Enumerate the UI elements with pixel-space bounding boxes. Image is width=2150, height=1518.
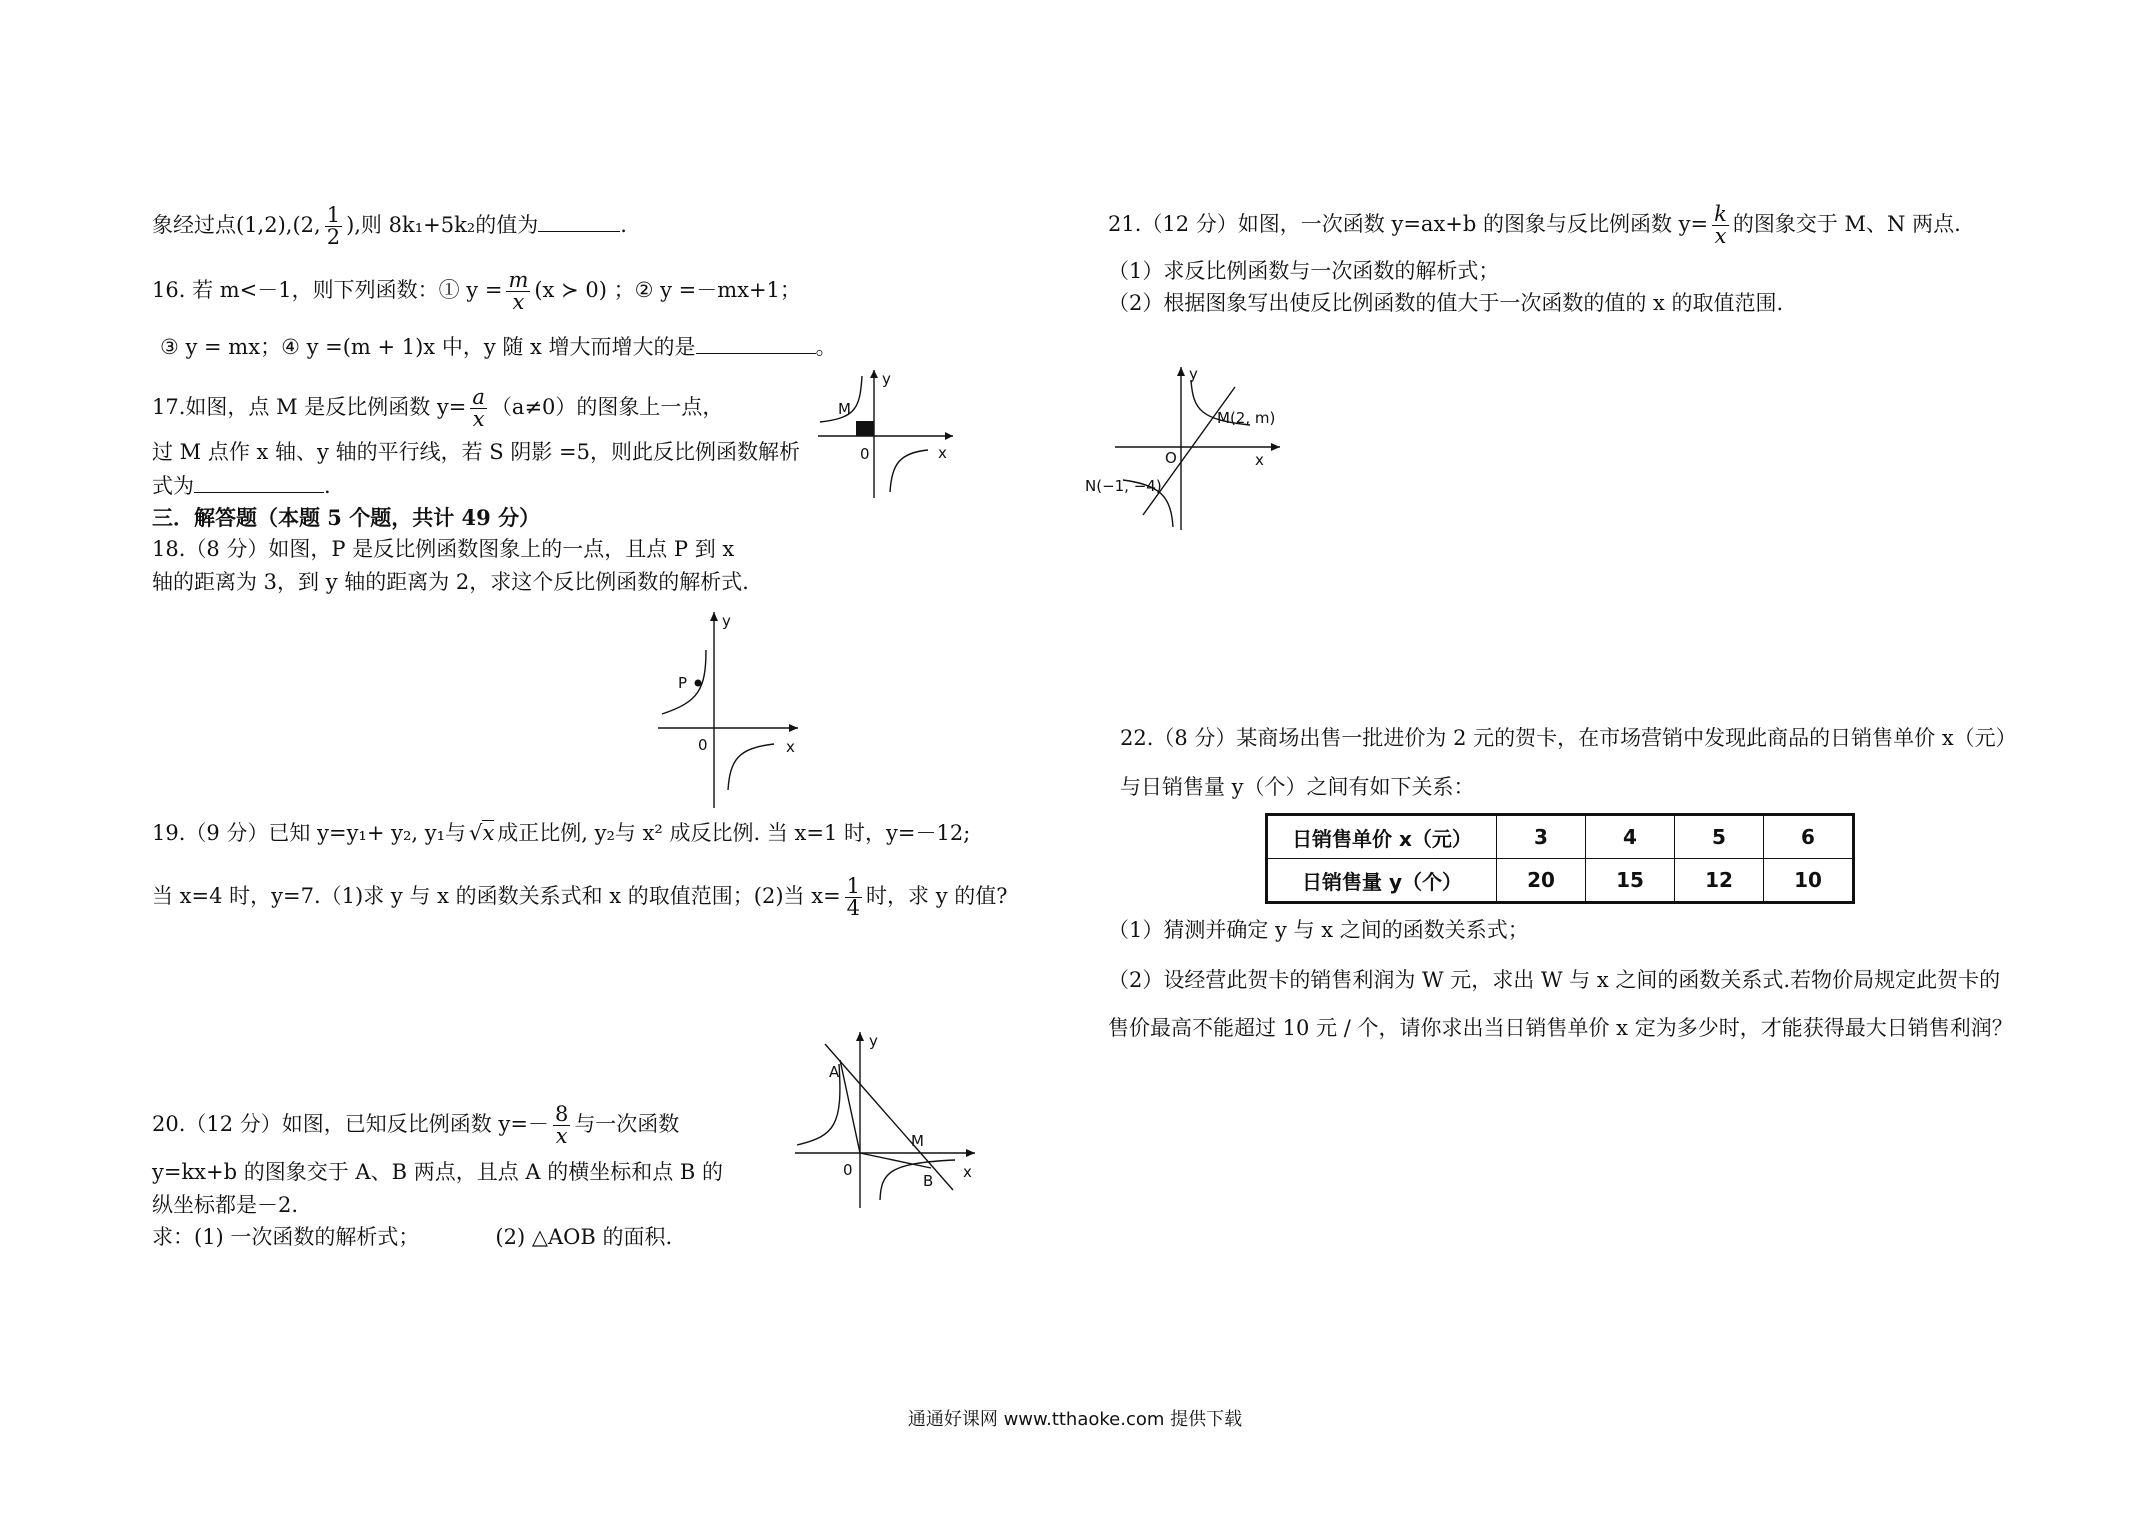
q22-part1: （1）猜测并确定 y 与 x 之间的函数关系式； [1108,918,1529,942]
q19-line2: 当 x=4 时，y=7.（1)求 y 与 x 的函数关系式和 x 的取值范围；(2)当 x= $\frac{1}{4}$ 时，求 y 的值? [152,874,1008,920]
q17-fraction: $\frac{a}{x}$ [472,385,485,431]
point-p [695,680,702,687]
row-header-price: 日销售单价 x（元） [1267,815,1497,859]
q21-line1: 21.（12 分）如图，一次函数 y=ax+b 的图象与反比例函数 y= $\frac{k}{x}$ 的图象交于 M、N 两点. [1108,202,1961,248]
shaded-area [856,421,874,436]
answer-blank [194,474,324,493]
y-axis-arrow [710,612,718,621]
table-row-quantity [1267,859,1854,903]
x-axis-label: x [1255,451,1264,469]
q16-line1: 16. 若 m<－1，则下列函数：① y = $\frac{m}{x}$ (x ≻ 0) ；② y =－mx+1； [152,268,801,314]
q22-part2: （2）设经营此贺卡的销售利润为 W 元，求出 W 与 x 之间的函数关系式.若物价局规定此贺卡的 [1108,968,2001,992]
y-axis-arrow [1177,367,1185,376]
q17-line1: 17.如图，点 M 是反比例函数 y= $\frac{a}{x}$ （a≠0）的图象上一点， [152,385,724,431]
linear-function-line [1143,387,1235,515]
y-axis-label: y [722,612,731,630]
q20-line4: 求：(1) 一次函数的解析式； (2) △AOB 的面积. [152,1225,673,1249]
y-axis-label: y [882,370,891,388]
q21-fraction: $\frac{k}{x}$ [1714,202,1727,248]
sales-table [1265,813,1855,904]
point-m-label: M [838,400,851,418]
table-cell: 3 [1497,815,1586,859]
sqrt-x: √x [469,821,495,845]
section-3-heading: 三．解答题（本题 5 个题，共计 49 分） [152,505,541,530]
q17-line3: 式为 . [152,474,331,498]
x-axis-label: x [963,1163,972,1181]
q20-line3: 纵坐标都是－2. [152,1193,299,1217]
hyperbola-branch-lower [728,744,774,790]
q22-line2: 与日销售量 y（个）之间有如下关系： [1120,775,1475,799]
q21-figure [1085,365,1295,535]
q20-figure [795,1030,985,1210]
q17-line2: 过 M 点作 x 轴、y 轴的平行线，若 S 阴影 =5，则此反比例函数解析 [152,440,800,464]
page-footer: 通通好课网 www.tthaoke.com 提供下载 [907,1409,1243,1430]
q18-line2: 轴的距离为 3，到 y 轴的距离为 2，求这个反比例函数的解析式． [152,570,764,594]
origin-label: 0 [698,736,708,754]
q15-line: 象经过点(1,2),(2, $\frac{1}{2}$ ),则 8k₁+5k₂的值为 . [152,203,627,249]
x-axis-arrow [966,1149,975,1157]
q22-part3: 售价最高不能超过 10 元 / 个，请你求出当日销售单价 x 定为多少时，才能获得最大日销售利润？ [1108,1016,2013,1040]
table-cell: 20 [1497,859,1586,903]
table-cell: 5 [1675,815,1764,859]
x-axis-label: x [938,444,947,462]
answer-blank [538,213,620,232]
point-p-label: P [678,674,688,692]
q19-fraction: $\frac{1}{4}$ [846,874,861,920]
q20-line1: 20.（12 分）如图，已知反比例函数 y=－ $\frac{8}{x}$ 与一次函数 [152,1102,680,1148]
q18-figure [658,610,808,810]
table-cell: 4 [1586,815,1675,859]
table-cell: 12 [1675,859,1764,903]
y-axis-arrow [870,370,878,378]
point-b-label: B [923,1172,934,1190]
segment-oa [840,1060,860,1153]
y-axis-label: y [869,1032,878,1050]
y-axis-label: y [1189,365,1198,383]
origin-label: O [1165,449,1177,467]
table-cell: 10 [1764,859,1854,903]
q16-fraction: $\frac{m}{x}$ [508,268,529,314]
point-a-label: A [829,1063,840,1081]
q21-part2: （2）根据图象写出使反比例函数的值大于一次函数的值的 x 的取值范围. [1108,291,1784,315]
row-header-quantity: 日销售量 y（个） [1267,859,1497,903]
q18-line1: 18.（8 分）如图，P 是反比例函数图象上的一点，且点 P 到 x [152,537,735,561]
point-n-label: N(−1, −4) [1085,477,1162,495]
table-row-price [1267,815,1854,859]
q21-part1: （1）求反比例函数与一次函数的解析式； [1108,259,1500,283]
origin-label: 0 [860,445,870,463]
q16-line2: ③ y = mx；④ y =(m + 1)x 中，y 随 x 增大而增大的是 。 [160,335,837,359]
q20-fraction: $\frac{8}{x}$ [554,1102,569,1148]
x-axis-label: x [786,738,795,756]
q17-figure [818,368,958,500]
hyperbola-branch-lower [890,450,928,492]
q19-line1: 19.（9 分）已知 y=y₁+ y₂, y₁与 √x 成正比例, y₂与 x² 成反比例. 当 x=1 时，y=－12; [152,821,971,845]
point-m-label: M [911,1132,924,1150]
q15-fraction: $\frac{1}{2}$ [326,203,341,249]
table-cell: 15 [1586,859,1675,903]
point-m-label: M(2, m) [1217,409,1276,427]
x-axis-arrow [789,724,798,732]
y-axis-arrow [856,1032,864,1041]
x-axis-arrow [1271,443,1280,451]
q22-line1: 22.（8 分）某商场出售一批进价为 2 元的贺卡，在市场营销中发现此商品的日销售单价 x（元） [1120,726,2017,750]
answer-blank [696,335,816,354]
q20-line2: y=kx+b 的图象交于 A、B 两点，且点 A 的横坐标和点 B 的 [152,1160,723,1184]
origin-label: 0 [843,1161,853,1179]
x-axis-arrow [945,432,953,440]
segment-ob [860,1153,931,1168]
table-cell: 6 [1764,815,1854,859]
